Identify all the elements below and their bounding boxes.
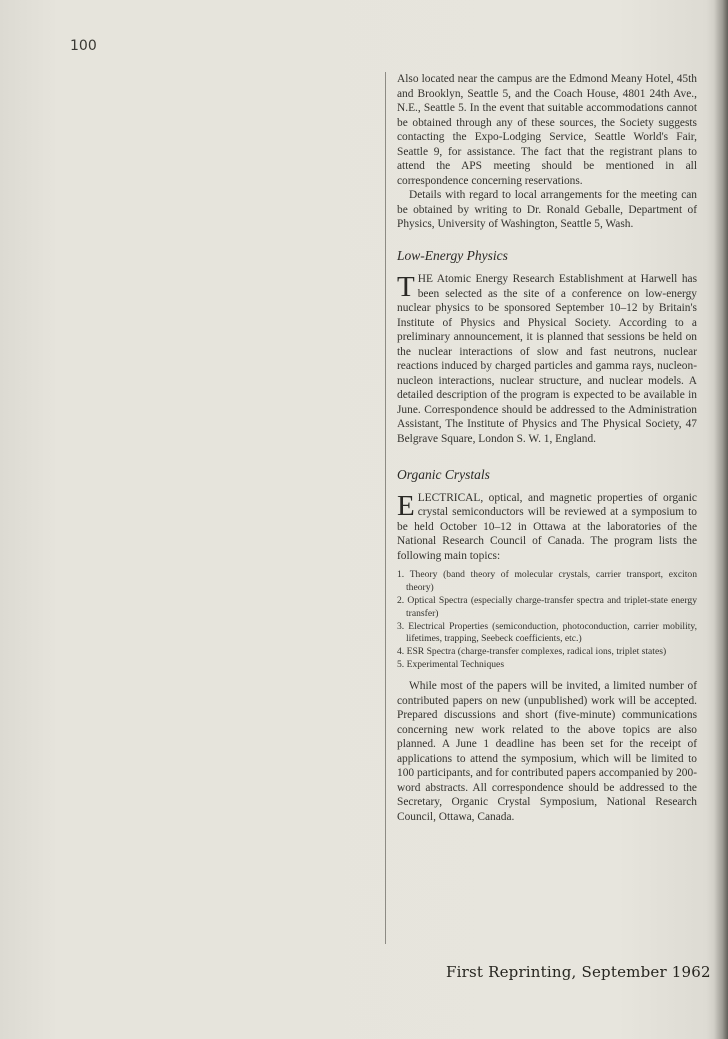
page-edge-shadow — [714, 0, 728, 1039]
list-item: 3. Electrical Properties (semiconduction, photoconduction, carrier mobility, lifetimes, trapping, Seebeck coefficients, etc.) — [397, 620, 697, 645]
section-heading-low-energy: Low-Energy Physics — [397, 248, 508, 264]
organic-paragraph — [397, 491, 697, 564]
dropcap-letter: T — [397, 271, 415, 304]
low-energy-paragraph — [397, 272, 697, 447]
list-item: 2. Optical Spectra (especially charge-transfer spectra and triplet-state energy transfer) — [397, 595, 697, 619]
lead-word: LECTRICAL — [417, 491, 481, 504]
list-item: 5. Experimental Techniques — [397, 659, 505, 671]
intro-paragraph-1: Also located near the campus are the Edmond Meany Hotel, 45th and Brooklyn, Seattle 5, and the Coach House, 4801 24th Ave., N.E., Seattle 5. In the event that suitable accommodations cannot be obtained through any of these sources, the Society suggests contacting the Expo-Lodging Service, Seattle World's Fair, Seattle 9, for assistance. The fact that the registrant plans to attend the APS meeting should be mentioned in all correspondence concerning reservations. — [397, 73, 697, 187]
reprint-footer: First Reprinting, September 1962 — [446, 963, 711, 981]
topic-list — [397, 569, 697, 672]
low-energy-body: Atomic Energy Research Establishment at Harwell has been selected as the site of a conference on low-energy nuclear physics to be sponsored September 10–12 by Britain's Institute of Physics and Physical Society. According to a preliminary announcement, it is planned that sessions be held on the nuclear interactions of slow and fast neutrons, nuclear reactions induced by charged particles and gamma rays, nucleon-nucleon interactions, nuclear structure, and nuclear models. A detailed description of the program is expected to be available in June. Correspondence should be addressed to the Administration Assistant, The Institute of Physics and The Physical Society, 47 Belgrave Square, London S. W. 1, England. — [397, 273, 697, 446]
organic-closing-paragraph: While most of the papers will be invited, a limited number of contributed papers on new (unpublished) work will be accepted. Prepared discussions and short (five-minute) communications concerning new work related to the above topics are also planned. A June 1 deadline has been set for the receipt of applications to attend the symposium, which will be limited to 100 participants, and for contributed papers accompanied by 200-word abstracts. All correspondence should be addressed to the Secretary, Organic Crystal Symposium, National Research Council, Ottawa, Canada. — [397, 680, 697, 823]
dropcap-letter: E — [397, 489, 415, 522]
intro-paragraph-2: Details with regard to local arrangements for the meeting can be obtained by writing to Dr. Ronald Geballe, Department of Physics, University of Washington, Seattle 5, Wash. — [397, 189, 697, 231]
text-column — [385, 72, 697, 944]
list-item: 1. Theory (band theory of molecular crystals, carrier transport, exciton theory) — [397, 569, 697, 593]
lead-word: HE — [417, 273, 433, 286]
organic-body: , optical, and magnetic properties of organic crystal semiconductors will be reviewed at a symposium to be held October 10–12 in Ottawa at the laboratories of the National Research Council of Canada. The program lists the following main topics: — [397, 491, 697, 562]
page-number: 100 — [70, 38, 97, 54]
section-heading-organic: Organic Crystals — [397, 466, 490, 482]
list-item: 4. ESR Spectra (charge-transfer complexes, radical ions, triplet states) — [397, 646, 667, 658]
